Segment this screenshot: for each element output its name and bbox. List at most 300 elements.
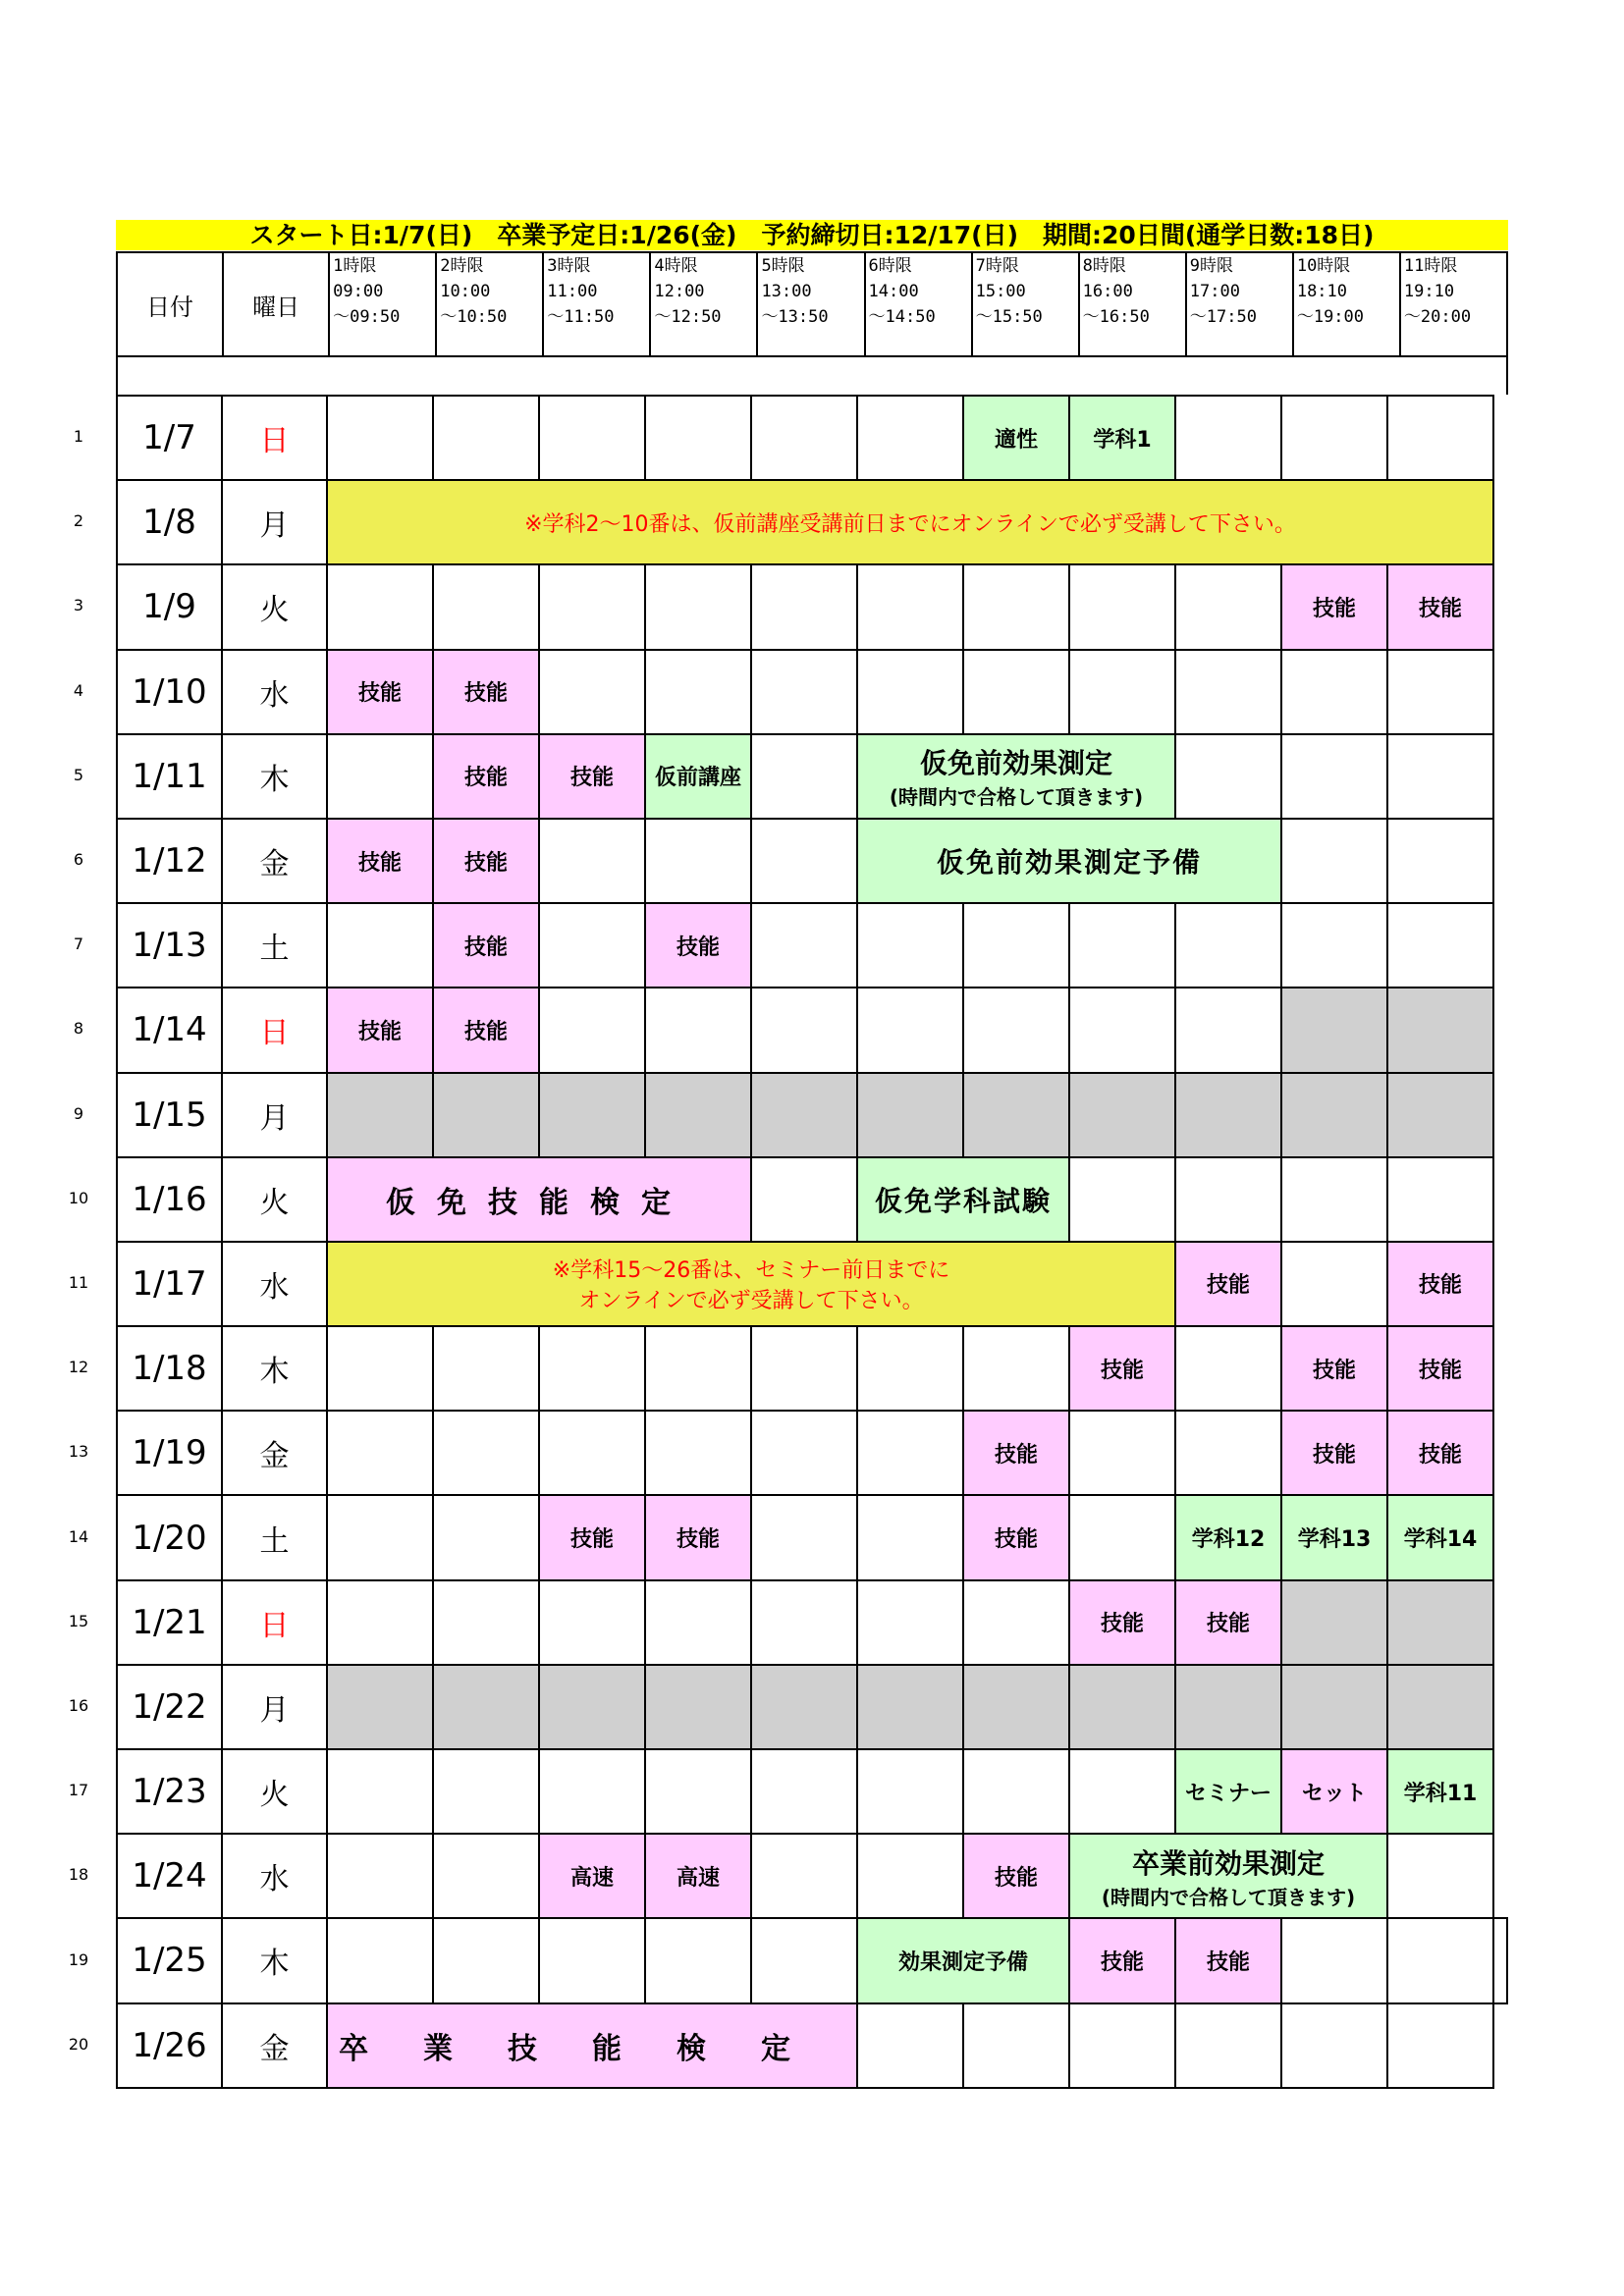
lesson-cell: 技能	[539, 734, 645, 819]
date-cell: 1/26	[117, 2003, 222, 2088]
lesson-cell	[857, 734, 1175, 819]
empty-slot	[963, 2003, 1069, 2088]
table-row	[117, 1242, 1507, 1326]
lesson-cell: 技能	[1387, 1242, 1493, 1326]
empty-slot	[751, 1749, 857, 1834]
row-number: 18	[68, 1865, 89, 1885]
empty-slot	[1069, 903, 1175, 988]
date-cell: 1/8	[117, 480, 222, 564]
table-row	[117, 1918, 1507, 2002]
weekday-cell: 木	[222, 1326, 327, 1411]
lesson-cell: 技能	[327, 819, 433, 903]
empty-slot	[1387, 1157, 1493, 1242]
empty-slot	[433, 564, 539, 649]
lesson-cell: 学科14	[1387, 1495, 1493, 1579]
empty-slot	[751, 1918, 857, 2002]
period-end: ～20:00	[1403, 307, 1472, 327]
lesson-cell: セミナー	[1175, 1749, 1281, 1834]
empty-slot	[751, 1665, 857, 1749]
lesson-cell: 技能	[645, 1495, 751, 1579]
lesson-cell: 技能	[539, 1495, 645, 1579]
period-start: 18:10	[1296, 282, 1348, 301]
empty-slot	[539, 1749, 645, 1834]
date-cell: 1/10	[117, 650, 222, 734]
empty-slot	[751, 903, 857, 988]
row-number: 13	[68, 1442, 89, 1462]
row-number: 8	[73, 1019, 84, 1039]
empty-slot	[751, 1495, 857, 1579]
table-row	[117, 650, 1507, 734]
empty-slot	[1387, 819, 1493, 903]
period-start: 12:00	[654, 282, 705, 301]
lesson-cell: 技能	[327, 988, 433, 1072]
lesson-cell: 卒業技能検定	[327, 2003, 857, 2088]
table-row	[117, 1834, 1507, 1918]
table-row	[117, 1073, 1507, 1157]
lesson-cell: 高速	[645, 1834, 751, 1918]
empty-slot	[539, 903, 645, 988]
empty-slot	[751, 1073, 857, 1157]
period-header-2	[436, 252, 543, 356]
empty-slot	[327, 564, 433, 649]
empty-slot	[1387, 1665, 1493, 1749]
empty-slot	[1175, 988, 1281, 1072]
lesson-cell: 技能	[433, 819, 539, 903]
lesson-cell	[327, 1242, 1175, 1326]
empty-slot	[1175, 1326, 1281, 1411]
cell-line-1: 仮免前効果測定	[919, 747, 1112, 780]
date-cell: 1/14	[117, 988, 222, 1072]
empty-slot	[645, 396, 751, 480]
period-end: ～09:50	[333, 307, 401, 327]
empty-slot	[327, 1749, 433, 1834]
period-end: ～11:50	[547, 307, 615, 327]
date-cell: 1/17	[117, 1242, 222, 1326]
empty-slot	[857, 1749, 963, 1834]
empty-slot	[539, 396, 645, 480]
empty-slot	[963, 1749, 1069, 1834]
empty-slot	[645, 819, 751, 903]
row-number: 3	[73, 596, 84, 615]
empty-slot	[327, 1665, 433, 1749]
row-number: 12	[68, 1358, 89, 1377]
lesson-cell: 技能	[1069, 1918, 1175, 2002]
empty-slot	[433, 1326, 539, 1411]
date-cell: 1/20	[117, 1495, 222, 1579]
lesson-cell: 技能	[1387, 564, 1493, 649]
lesson-cell: 技能	[327, 650, 433, 734]
empty-slot	[963, 1665, 1069, 1749]
row-number: 17	[68, 1781, 89, 1800]
period-end: ～16:50	[1082, 307, 1150, 327]
cell-line-2: オンラインで必ず受講して下さい。	[578, 1288, 924, 1313]
empty-slot	[751, 819, 857, 903]
empty-slot	[857, 1665, 963, 1749]
period-start: 09:00	[333, 282, 384, 301]
period-end: ～13:50	[761, 307, 829, 327]
empty-slot	[327, 1918, 433, 2002]
weekday-cell: 金	[222, 2003, 327, 2088]
table-row	[117, 903, 1507, 988]
empty-slot	[857, 564, 963, 649]
empty-slot	[1281, 396, 1387, 480]
empty-slot	[1281, 1242, 1387, 1326]
lesson-cell: 技能	[1175, 1918, 1281, 2002]
cell-line-1: ※学科15～26番は、セミナー前日までに	[552, 1257, 950, 1283]
cell-line-2: (時間内で合格して頂きます)	[1101, 1885, 1356, 1909]
empty-slot	[751, 988, 857, 1072]
empty-slot	[327, 1326, 433, 1411]
table-row	[117, 1665, 1507, 1749]
empty-slot	[433, 1411, 539, 1495]
lesson-cell: 仮免前効果測定予備	[857, 819, 1281, 903]
period-end: ～12:50	[654, 307, 722, 327]
lesson-cell: 技能	[1387, 1411, 1493, 1495]
empty-slot	[1493, 1918, 1507, 2002]
empty-slot	[1281, 903, 1387, 988]
empty-slot	[1175, 1157, 1281, 1242]
empty-slot	[327, 1495, 433, 1579]
empty-slot	[857, 2003, 963, 2088]
empty-slot	[1387, 2003, 1493, 2088]
period-header-1	[329, 252, 436, 356]
empty-slot	[433, 1918, 539, 2002]
empty-slot	[1281, 650, 1387, 734]
period-start: 11:00	[547, 282, 598, 301]
empty-slot	[1387, 903, 1493, 988]
lesson-cell: セット	[1281, 1749, 1387, 1834]
empty-slot	[1281, 1157, 1387, 1242]
weekday-cell: 火	[222, 1157, 327, 1242]
empty-slot	[1175, 734, 1281, 819]
lesson-cell: 技能	[1175, 1580, 1281, 1665]
date-cell: 1/18	[117, 1326, 222, 1411]
period-name: 5時限	[761, 256, 805, 276]
empty-slot	[327, 1411, 433, 1495]
period-name: 6時限	[868, 256, 912, 276]
empty-slot	[433, 1834, 539, 1918]
period-name: 3時限	[547, 256, 591, 276]
empty-slot	[1387, 1918, 1493, 2002]
empty-slot	[1387, 650, 1493, 734]
lesson-cell: 学科13	[1281, 1495, 1387, 1579]
period-name: 9時限	[1189, 256, 1233, 276]
period-name: 10時限	[1296, 256, 1351, 276]
row-number: 4	[73, 680, 84, 700]
lesson-cell: 技能	[1175, 1242, 1281, 1326]
empty-slot	[963, 988, 1069, 1072]
weekday-cell: 日	[222, 988, 327, 1072]
empty-slot	[751, 1580, 857, 1665]
date-cell: 1/16	[117, 1157, 222, 1242]
empty-slot	[1175, 903, 1281, 988]
empty-slot	[539, 1073, 645, 1157]
date-cell: 1/7	[117, 396, 222, 480]
table-row	[117, 819, 1507, 903]
weekday-cell: 月	[222, 1665, 327, 1749]
table-row	[117, 1580, 1507, 1665]
weekday-cell: 火	[222, 564, 327, 649]
period-header-4	[650, 252, 757, 356]
empty-slot	[751, 1411, 857, 1495]
row-number: 20	[68, 2034, 89, 2054]
period-end: ～15:50	[975, 307, 1043, 327]
schedule-table	[116, 395, 1508, 2089]
header-table	[116, 251, 1508, 357]
empty-slot	[1069, 1665, 1175, 1749]
empty-slot	[1069, 1073, 1175, 1157]
period-start: 14:00	[868, 282, 919, 301]
period-name: 4時限	[654, 256, 698, 276]
empty-slot	[1281, 2003, 1387, 2088]
empty-slot	[751, 564, 857, 649]
lesson-cell: 技能	[963, 1495, 1069, 1579]
empty-slot	[857, 396, 963, 480]
table-row	[117, 1157, 1507, 1242]
empty-slot	[1281, 1580, 1387, 1665]
empty-slot	[1069, 1749, 1175, 1834]
period-end: ～14:50	[868, 307, 936, 327]
period-header-6	[865, 252, 972, 356]
empty-slot	[645, 1665, 751, 1749]
empty-slot	[1387, 988, 1493, 1072]
lesson-cell: 技能	[433, 734, 539, 819]
empty-slot	[1387, 396, 1493, 480]
row-number: 1	[73, 427, 84, 446]
period-header-10	[1293, 252, 1400, 356]
table-row	[117, 1749, 1507, 1834]
empty-slot	[1069, 1495, 1175, 1579]
empty-slot	[1069, 988, 1175, 1072]
weekday-cell: 日	[222, 1580, 327, 1665]
empty-slot	[645, 650, 751, 734]
period-header-11	[1400, 252, 1507, 356]
date-cell: 1/21	[117, 1580, 222, 1665]
empty-slot	[1281, 1918, 1387, 2002]
period-start: 13:00	[761, 282, 812, 301]
empty-slot	[645, 1326, 751, 1411]
empty-slot	[645, 1749, 751, 1834]
table-row	[117, 988, 1507, 1072]
empty-slot	[857, 1326, 963, 1411]
date-cell: 1/11	[117, 734, 222, 819]
empty-slot	[1069, 650, 1175, 734]
cell-line-1: 卒業前効果測定	[1131, 1846, 1325, 1880]
weekday-cell: 木	[222, 734, 327, 819]
date-cell: 1/19	[117, 1411, 222, 1495]
empty-slot	[1175, 1073, 1281, 1157]
weekday-cell: 火	[222, 1749, 327, 1834]
period-start: 19:10	[1403, 282, 1455, 301]
empty-slot	[963, 1073, 1069, 1157]
empty-slot	[857, 1495, 963, 1579]
empty-slot	[857, 1073, 963, 1157]
empty-slot	[539, 988, 645, 1072]
empty-slot	[645, 1580, 751, 1665]
row-number: 15	[68, 1611, 89, 1630]
empty-slot	[1069, 1157, 1175, 1242]
lesson-cell: 技能	[1281, 564, 1387, 649]
empty-slot	[327, 1073, 433, 1157]
empty-slot	[327, 1580, 433, 1665]
lesson-cell: 技能	[433, 903, 539, 988]
empty-slot	[857, 650, 963, 734]
period-start: 10:00	[440, 282, 491, 301]
lesson-cell: 適性	[963, 396, 1069, 480]
row-number: 2	[73, 511, 84, 531]
empty-slot	[1175, 564, 1281, 649]
weekday-cell: 月	[222, 480, 327, 564]
empty-slot	[963, 1580, 1069, 1665]
weekday-cell: 水	[222, 650, 327, 734]
table-row	[117, 1411, 1507, 1495]
lesson-cell: 技能	[1069, 1580, 1175, 1665]
weekday-cell: 金	[222, 819, 327, 903]
empty-slot	[539, 1326, 645, 1411]
cell-line-2: (時間内で合格して頂きます)	[889, 785, 1144, 810]
empty-slot	[1175, 1411, 1281, 1495]
empty-slot	[327, 734, 433, 819]
lesson-cell: 高速	[539, 1834, 645, 1918]
lesson-cell: 技能	[1281, 1411, 1387, 1495]
period-name: 1時限	[333, 256, 377, 276]
empty-slot	[539, 564, 645, 649]
row-number: 9	[73, 1103, 84, 1123]
lesson-cell: 学科1	[1069, 396, 1175, 480]
period-header-7	[972, 252, 1079, 356]
empty-slot	[1175, 650, 1281, 734]
header-spacer	[116, 357, 1508, 395]
empty-slot	[645, 988, 751, 1072]
lesson-cell: 技能	[963, 1834, 1069, 1918]
date-column-header: 日付	[117, 252, 223, 356]
period-header-3	[543, 252, 650, 356]
empty-slot	[539, 819, 645, 903]
empty-slot	[963, 564, 1069, 649]
empty-slot	[433, 1580, 539, 1665]
weekday-cell: 水	[222, 1834, 327, 1918]
weekday-cell: 金	[222, 1411, 327, 1495]
period-name: 7時限	[975, 256, 1019, 276]
empty-slot	[857, 988, 963, 1072]
weekday-cell: 土	[222, 903, 327, 988]
schedule-banner: スタート日:1/7(日) 卒業予定日:1/26(金) 予約締切日:12/17(日) 期間:20日間(通学日数:18日)	[116, 220, 1508, 250]
empty-slot	[857, 903, 963, 988]
weekday-cell: 水	[222, 1242, 327, 1326]
row-number: 14	[68, 1526, 89, 1546]
period-name: 11時限	[1403, 256, 1458, 276]
empty-slot	[751, 1834, 857, 1918]
table-row	[117, 734, 1507, 819]
row-number: 11	[68, 1273, 89, 1292]
period-start: 15:00	[975, 282, 1026, 301]
empty-slot	[539, 1665, 645, 1749]
lesson-cell: 仮免学科試験	[857, 1157, 1069, 1242]
lesson-cell: 効果測定予備	[857, 1918, 1069, 2002]
empty-slot	[1069, 1411, 1175, 1495]
empty-slot	[963, 1326, 1069, 1411]
empty-slot	[1069, 2003, 1175, 2088]
empty-slot	[751, 1157, 857, 1242]
empty-slot	[751, 396, 857, 480]
empty-slot	[751, 650, 857, 734]
period-end: ～17:50	[1189, 307, 1257, 327]
row-number: 7	[73, 934, 84, 954]
table-row	[117, 396, 1507, 480]
lesson-cell: 技能	[1069, 1326, 1175, 1411]
empty-slot	[327, 903, 433, 988]
lesson-cell: 技能	[645, 903, 751, 988]
empty-slot	[751, 734, 857, 819]
empty-slot	[1281, 734, 1387, 819]
row-number: 19	[68, 1949, 89, 1969]
empty-slot	[1175, 396, 1281, 480]
empty-slot	[963, 903, 1069, 988]
empty-slot	[539, 1918, 645, 2002]
date-cell: 1/23	[117, 1749, 222, 1834]
date-cell: 1/22	[117, 1665, 222, 1749]
lesson-cell: 技能	[433, 650, 539, 734]
table-row	[117, 564, 1507, 649]
empty-slot	[645, 564, 751, 649]
date-cell: 1/12	[117, 819, 222, 903]
lesson-cell	[1069, 1834, 1387, 1918]
weekday-cell: 土	[222, 1495, 327, 1579]
row-number: 5	[73, 765, 84, 784]
empty-slot	[1387, 1073, 1493, 1157]
row-number: 16	[68, 1696, 89, 1715]
period-end: ～10:50	[440, 307, 508, 327]
weekday-cell: 月	[222, 1073, 327, 1157]
empty-slot	[433, 1749, 539, 1834]
empty-slot	[433, 1665, 539, 1749]
lesson-cell: 仮免技能検定	[327, 1157, 751, 1242]
empty-slot	[1175, 1665, 1281, 1749]
period-header-9	[1186, 252, 1293, 356]
weekday-cell: 木	[222, 1918, 327, 2002]
lesson-cell: 仮前講座	[645, 734, 751, 819]
weekday-column-header: 曜日	[223, 252, 329, 356]
date-cell: 1/15	[117, 1073, 222, 1157]
empty-slot	[1175, 2003, 1281, 2088]
lesson-cell: 学科12	[1175, 1495, 1281, 1579]
lesson-cell: 技能	[1281, 1326, 1387, 1411]
date-cell: 1/13	[117, 903, 222, 988]
empty-slot	[645, 1411, 751, 1495]
lesson-cell: 技能	[433, 988, 539, 1072]
date-cell: 1/25	[117, 1918, 222, 2002]
empty-slot	[963, 650, 1069, 734]
empty-slot	[327, 396, 433, 480]
empty-slot	[1281, 1073, 1387, 1157]
table-row	[117, 480, 1507, 564]
empty-slot	[645, 1918, 751, 2002]
period-start: 16:00	[1082, 282, 1133, 301]
period-name: 8時限	[1082, 256, 1126, 276]
empty-slot	[539, 1411, 645, 1495]
empty-slot	[1387, 734, 1493, 819]
empty-slot	[1281, 819, 1387, 903]
empty-slot	[1387, 1580, 1493, 1665]
lesson-cell: 学科11	[1387, 1749, 1493, 1834]
empty-slot	[857, 1834, 963, 1918]
period-start: 17:00	[1189, 282, 1240, 301]
lesson-cell: 技能	[963, 1411, 1069, 1495]
empty-slot	[1387, 1834, 1493, 1918]
empty-slot	[327, 1834, 433, 1918]
row-number: 6	[73, 850, 84, 869]
empty-slot	[539, 650, 645, 734]
